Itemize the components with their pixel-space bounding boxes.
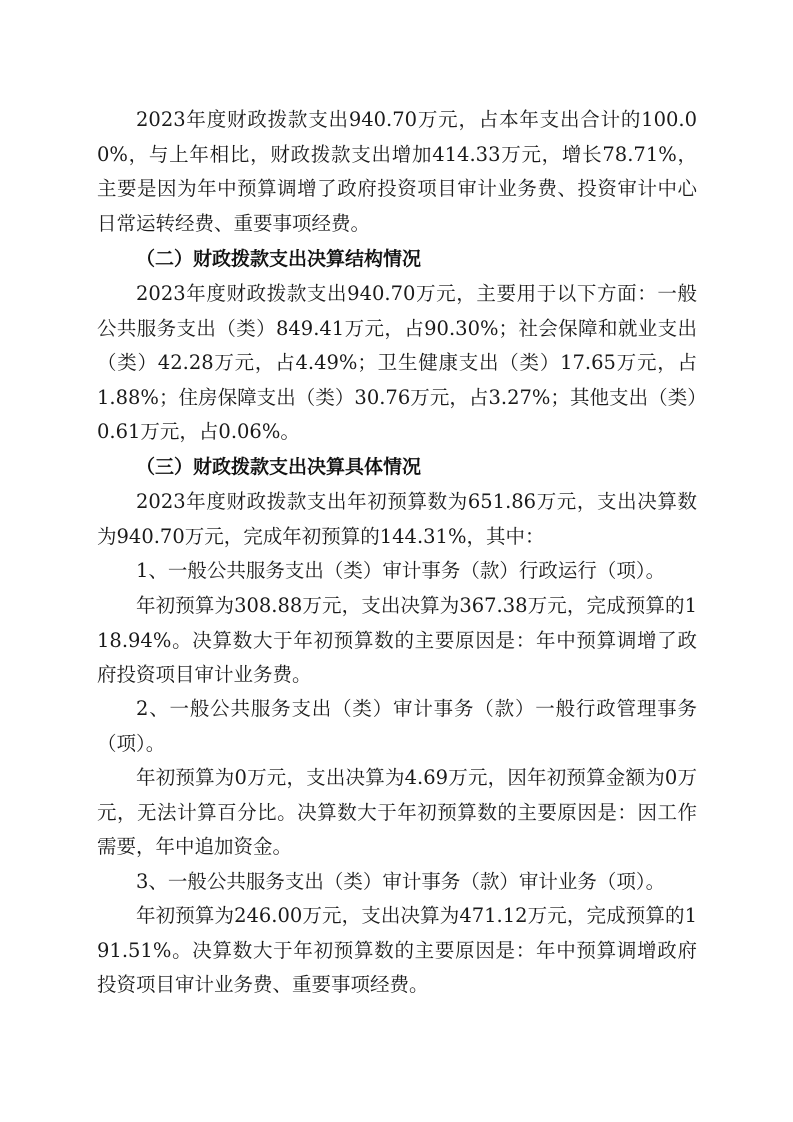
paragraph-expenditure-structure: 2023年度财政拨款支出940.70万元，主要用于以下方面：一般公共服务支出（类）849.41万元，占90.30%；社会保障和就业支出（类）42.28万元，占4.49%；卫生健康支出（类）17.65万元，占1.88%；住房保障支出（类）30.76万元，占3.27%；其他支出（类）0.61万元，占0.06%。 <box>97 282 697 443</box>
item-3-body: 年初预算为246.00万元，支出决算为471.12万元，完成预算的191.51%。决算数大于年初预算数的主要原因是：年中预算调增政府投资项目审计业务费、重要事项经费。 <box>97 904 697 996</box>
item-3-title: 3、一般公共服务支出（类）审计事务（款）审计业务（项）。 <box>136 870 666 893</box>
item-1-title: 1、一般公共服务支出（类）审计事务（款）行政运行（项）。 <box>136 559 666 582</box>
item-2-body: 年初预算为0万元，支出决算为4.69万元，因年初预算金额为0万元，无法计算百分比。决算数大于年初预算数的主要原因是：因工作需要，年中追加资金。 <box>97 766 697 858</box>
paragraph-details-intro: 2023年度财政拨款支出年初预算数为651.86万元，支出决算数为940.70万元，完成年初预算的144.31%，其中： <box>97 490 697 548</box>
paragraph-budget-overview: 2023年度财政拨款支出940.70万元，占本年支出合计的100.00%，与上年相比，财政拨款支出增加414.33万元，增长78.71%，主要是因为年中预算调增了政府投资项目审计业务费、投资审计中心日常运转经费、重要事项经费。 <box>97 108 697 235</box>
item-2-title: 2、一般公共服务支出（类）审计事务（款）一般行政管理事务（项）。 <box>97 697 697 755</box>
section-heading-details: （三）财政拨款支出决算具体情况 <box>136 456 422 478</box>
section-heading-structure: （二）财政拨款支出决算结构情况 <box>136 248 422 270</box>
item-1-body: 年初预算为308.88万元，支出决算为367.38万元，完成预算的118.94%。决算数大于年初预算数的主要原因是：年中预算调增了政府投资项目审计业务费。 <box>97 594 697 686</box>
